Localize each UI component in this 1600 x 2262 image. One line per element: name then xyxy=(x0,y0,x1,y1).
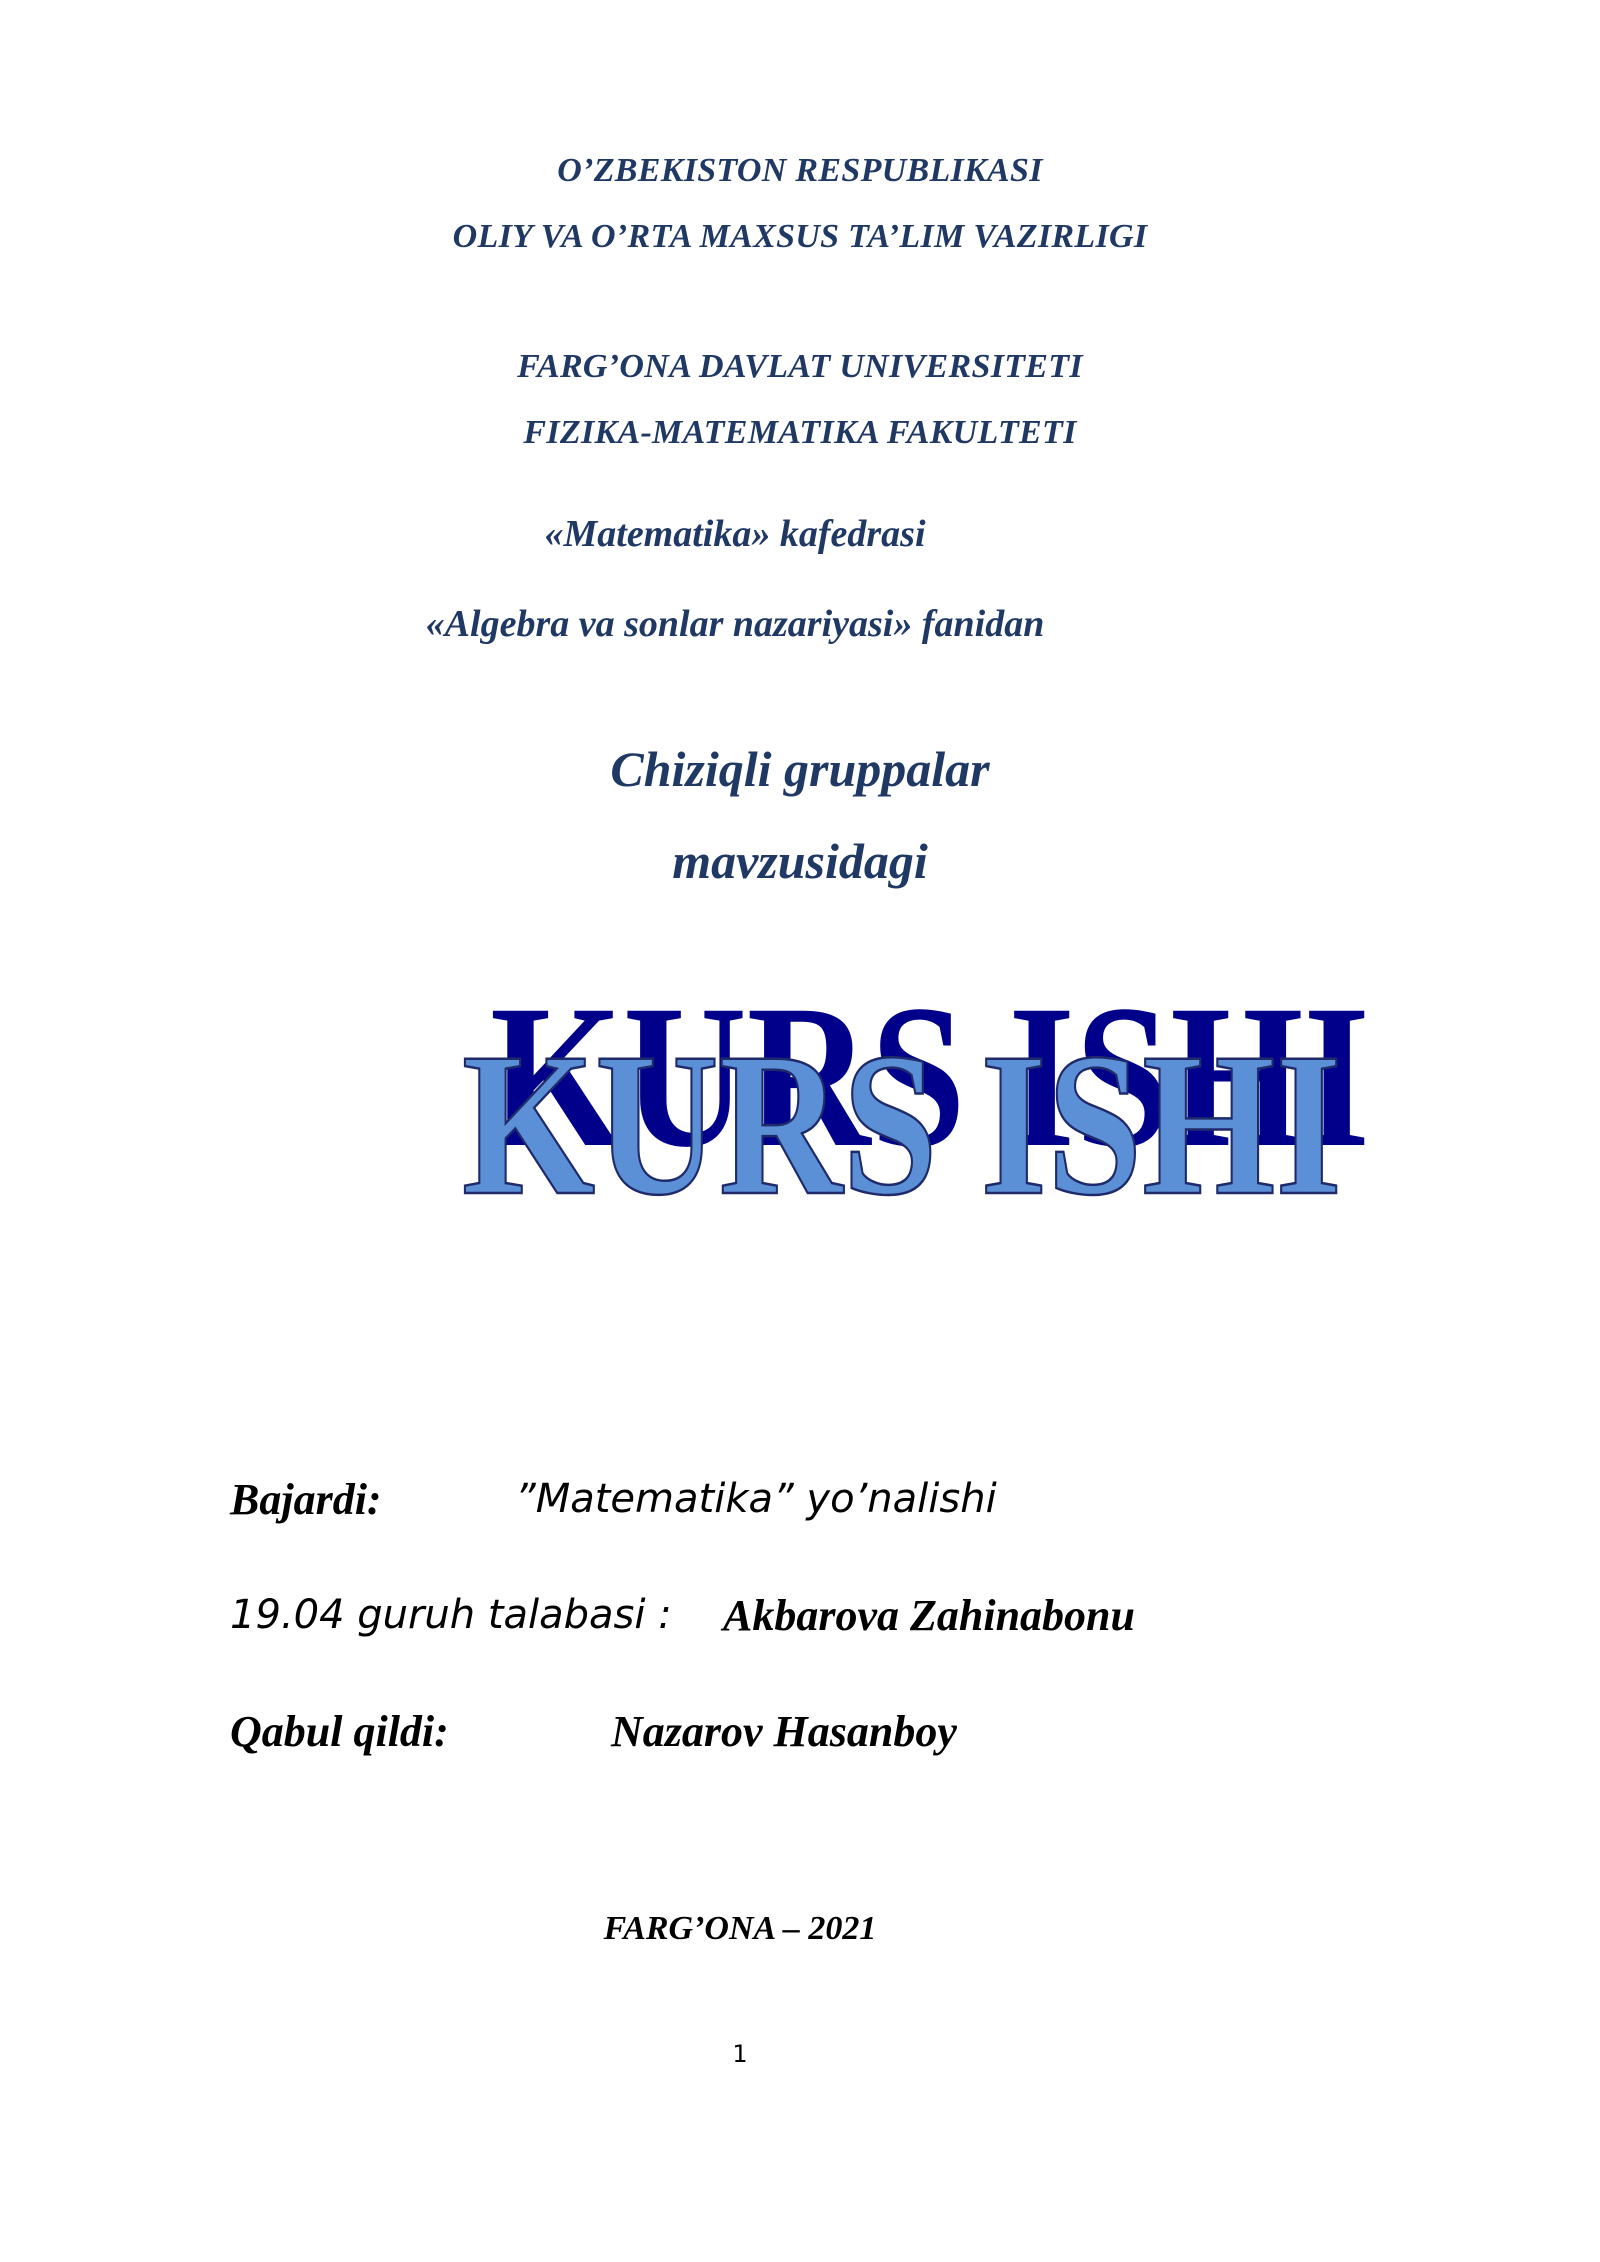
group-label: 19.04 guruh talabasi : xyxy=(230,1592,672,1638)
topic-subtitle: mavzusidagi xyxy=(672,833,928,889)
university-title: FARG’ONA DAVLAT UNIVERSITETI xyxy=(517,348,1083,385)
department-name: «Matematika» kafedrasi xyxy=(544,513,926,555)
city-year: FARG’ONA – 2021 xyxy=(603,1910,877,1947)
faculty-title: FIZIKA-MATEMATIKA FAKULTETI xyxy=(523,414,1077,451)
topic-title: Chiziqli gruppalar xyxy=(610,741,990,797)
performed-label: Bajardi: xyxy=(230,1475,382,1524)
student-name: Akbarova Zahinabonu xyxy=(723,1591,1135,1640)
republic-title: O’ZBEKISTON RESPUBLIKASI xyxy=(557,152,1043,189)
page-number: 1 xyxy=(732,2040,748,2068)
supervisor-name: Nazarov Hasanboy xyxy=(611,1707,957,1756)
wordart-shadow: KURS ISHI xyxy=(490,963,1370,1190)
kurs-ishi-wordart xyxy=(440,955,1380,1225)
direction-text: ”Matematika” yo’nalishi xyxy=(515,1476,997,1522)
accepted-label: Qabul qildi: xyxy=(230,1707,449,1756)
wordart-text: KURS ISHI xyxy=(462,1011,1342,1225)
subject-name: «Algebra va sonlar nazariyasi» fanidan xyxy=(425,603,1045,645)
ministry-title: OLIY VA O’RTA MAXSUS TA’LIM VAZIRLIGI xyxy=(452,218,1148,255)
